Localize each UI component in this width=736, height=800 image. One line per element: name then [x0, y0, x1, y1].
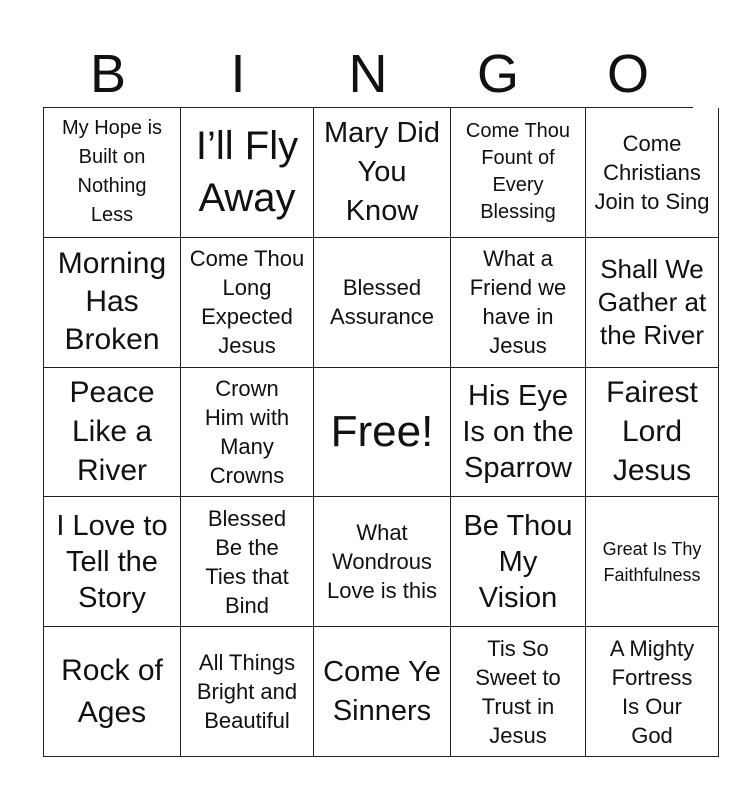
cell-label: Be Thou My Vision [463, 509, 573, 614]
bingo-board [43, 107, 710, 757]
free-space-label: Free! [330, 406, 434, 456]
cell-label: His Eye Is on the Sparrow [462, 379, 574, 484]
bingo-cell-n1[interactable] [314, 108, 451, 238]
cell-label: Great Is Thy Faithfulness [602, 538, 702, 585]
bingo-cell-b3[interactable] [44, 368, 181, 498]
bingo-cell-o2[interactable] [586, 238, 719, 368]
bingo-cell-g1[interactable] [451, 108, 586, 238]
cell-label: Crown Him with Many Crowns [204, 375, 290, 488]
cell-label: Come Thou Long Expected Jesus [189, 246, 305, 359]
bingo-cell-i2[interactable] [181, 238, 314, 368]
cell-label: Mary Did You Know [323, 116, 440, 227]
cell-label: Blessed Assurance [330, 275, 434, 330]
bingo-cell-i5[interactable] [181, 627, 314, 757]
bingo-cell-g4[interactable] [451, 497, 586, 627]
cell-label: My Hope is Built on Nothing Less [61, 117, 163, 227]
header-letter-b: B [89, 44, 127, 104]
bingo-cell-n5[interactable] [314, 627, 451, 757]
cell-label: Tis So Sweet to Trust in Jesus [475, 635, 561, 748]
bingo-cell-b4[interactable] [44, 497, 181, 627]
bingo-cell-g2[interactable] [451, 238, 586, 368]
bingo-cell-i3[interactable] [181, 368, 314, 498]
cell-label: Fairest Lord Jesus [606, 376, 698, 488]
cell-label: Rock of Ages [61, 653, 163, 729]
header-letter-i: I [230, 44, 246, 104]
bingo-cell-b5[interactable] [44, 627, 181, 757]
cell-label: What Wondrous Love is this [326, 520, 438, 604]
cell-label: A Mighty Fortress Is Our God [609, 635, 695, 748]
cell-label: I Love to Tell the Story [56, 509, 168, 614]
bingo-cell-i4[interactable] [181, 497, 314, 627]
bingo-cell-n2[interactable] [314, 238, 451, 368]
bingo-cell-b1[interactable] [44, 108, 181, 238]
bingo-cell-o4[interactable] [586, 497, 719, 627]
header-letter-g: G [476, 44, 519, 104]
cell-label: What a Friend we have in Jesus [469, 246, 567, 359]
header-letter-n: N [348, 44, 388, 104]
bingo-header [43, 44, 693, 104]
bingo-cell-b2[interactable] [44, 238, 181, 368]
cell-label: Blessed Be the Ties that Bind [205, 505, 289, 618]
cell-label: All Things Bright and Beautiful [196, 650, 298, 734]
cell-label: I’ll Fly Away [195, 124, 299, 221]
header-letter-o: O [606, 44, 649, 104]
bingo-cell-n3[interactable] [314, 368, 451, 498]
bingo-cell-o1[interactable] [586, 108, 719, 238]
cell-label: Peace Like a River [69, 376, 155, 488]
cell-label: Shall We Gather at the River [597, 253, 707, 350]
cell-label: Come Ye Sinners [323, 655, 441, 727]
bingo-cell-g5[interactable] [451, 627, 586, 757]
cell-label: Come Thou Fount of Every Blessing [465, 120, 571, 224]
bingo-cell-o3[interactable] [586, 368, 719, 498]
bingo-cell-n4[interactable] [314, 497, 451, 627]
bingo-cell-g3[interactable] [451, 368, 586, 498]
bingo-cell-i1[interactable] [181, 108, 314, 238]
cell-label: Come Christians Join to Sing [594, 130, 710, 214]
cell-label: Morning Has Broken [57, 247, 167, 357]
bingo-cell-o5[interactable] [586, 627, 719, 757]
